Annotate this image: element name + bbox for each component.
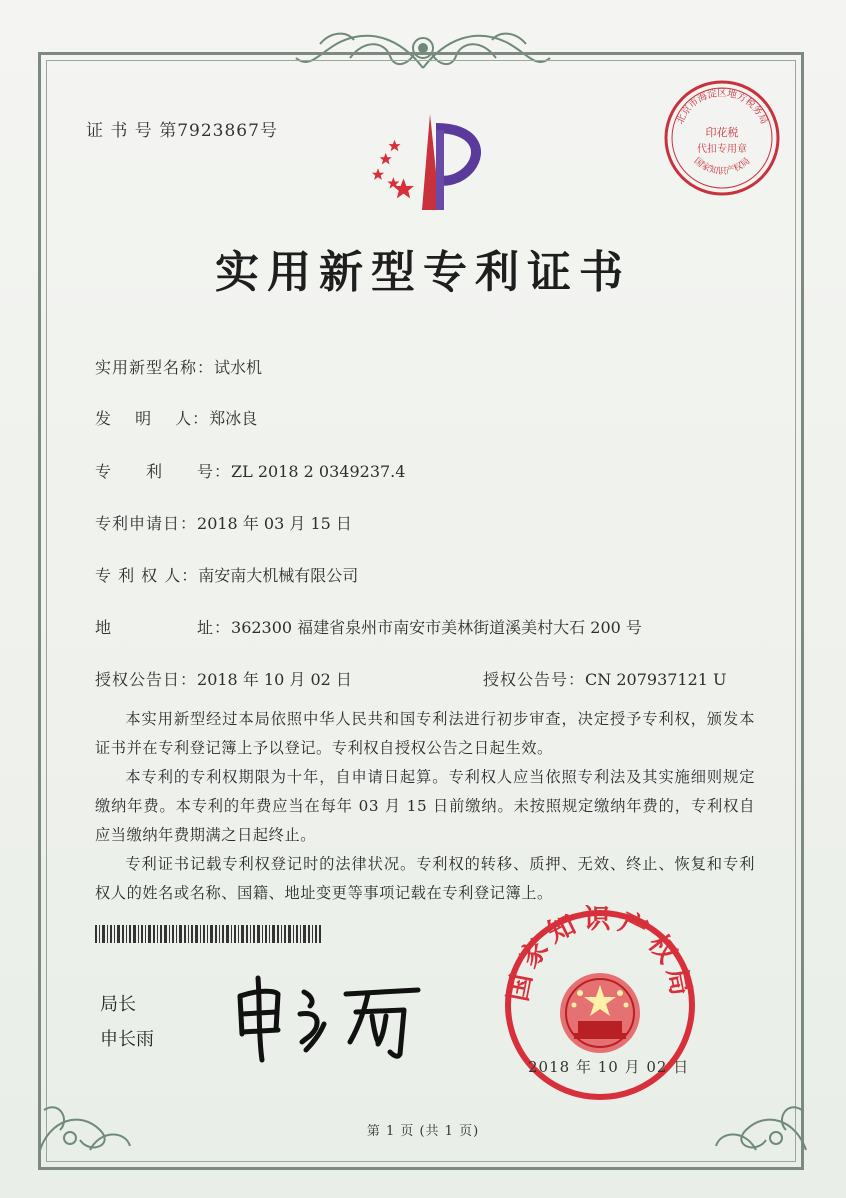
tax-seal-line1: 印花税 <box>705 126 739 139</box>
field-name <box>95 355 262 378</box>
tax-seal-line2: 代扣专用章 <box>697 144 747 155</box>
body-paragraph: 本专利的专利权期限为十年，自申请日起算。专利权人应当依照专利法及其实施细则规定缴纳年费。本专利的年费应当在每年 03 月 15 日前缴纳。未按照规定缴纳年费的，专利权自应当缴纳年费期满之日起终止。 <box>95 768 755 844</box>
field-grant-date <box>95 667 352 690</box>
national-emblem-icon <box>560 973 640 1053</box>
director-name: 申长雨 <box>100 1029 154 1050</box>
body-paragraph: 本实用新型经过本局依照中华人民共和国专利法进行初步审查，决定授予专利权，颁发本证书并在专利登记簿上予以登记。专利权自授权公告之日起生效。 <box>95 710 755 757</box>
field-label: 实用新型名称： <box>95 358 215 377</box>
field-value: 2018 年 10 月 02 日 <box>197 670 352 689</box>
certificate-number <box>86 116 278 141</box>
tax-seal-outer-text: 北京市海淀区地方税务局 <box>674 88 770 126</box>
certificate-number-suffix: 号 <box>259 121 278 141</box>
field-filing-date <box>95 511 352 534</box>
field-address <box>95 615 642 638</box>
field-label: 专 利 号： <box>95 462 232 481</box>
field-inventor <box>95 406 257 429</box>
barcode-icon <box>95 925 321 943</box>
certificate-title: 实用新型专利证书 <box>215 247 631 298</box>
certificate-number-label: 证 书 号 第 <box>86 121 178 141</box>
certificate-body <box>95 705 755 908</box>
field-label: 专 利 权 人： <box>95 566 199 585</box>
field-grant-no <box>483 667 727 690</box>
field-value: 郑冰良 <box>209 409 258 428</box>
seal-date: 2018 年 10 月 02 日 <box>528 1058 690 1076</box>
field-value: 南安南大机械有限公司 <box>198 566 359 585</box>
field-patent-no <box>95 459 405 482</box>
field-label: 授权公告号： <box>483 670 586 689</box>
field-value: CN 207937121 U <box>585 670 727 689</box>
field-label: 发 明 人： <box>95 409 210 428</box>
tax-seal-bottom-text: 国家知识产权局 <box>691 156 753 177</box>
field-value: 2018 年 03 月 15 日 <box>197 514 352 533</box>
official-seal-text: 国家知识产权局 <box>502 905 698 1004</box>
field-value: 362300 福建省泉州市南安市美林街道溪美村大石 200 号 <box>231 618 642 637</box>
certificate-number-value: 7923867 <box>177 121 260 141</box>
field-value: ZL 2018 2 0349237.4 <box>231 462 406 481</box>
patent-office-logo-icon <box>356 110 496 220</box>
field-label: 专利申请日： <box>95 514 198 533</box>
corner-ornament-icon <box>30 1050 140 1160</box>
field-label: 地 址： <box>95 618 232 637</box>
handwritten-signature <box>228 972 428 1064</box>
field-label: 授权公告日： <box>95 670 198 689</box>
field-patentee <box>95 563 358 586</box>
page-number: 第 1 页 (共 1 页) <box>366 1124 480 1139</box>
corner-ornament-icon <box>706 1050 816 1160</box>
body-paragraph: 专利证书记载专利权登记时的法律状况。专利权的转移、质押、无效、终止、恢复和专利权人的姓名或名称、国籍、地址变更等事项记载在专利登记簿上。 <box>95 855 755 902</box>
field-value: 试水机 <box>214 358 263 377</box>
tax-seal-icon <box>660 76 784 200</box>
director-title: 局长 <box>100 994 136 1015</box>
